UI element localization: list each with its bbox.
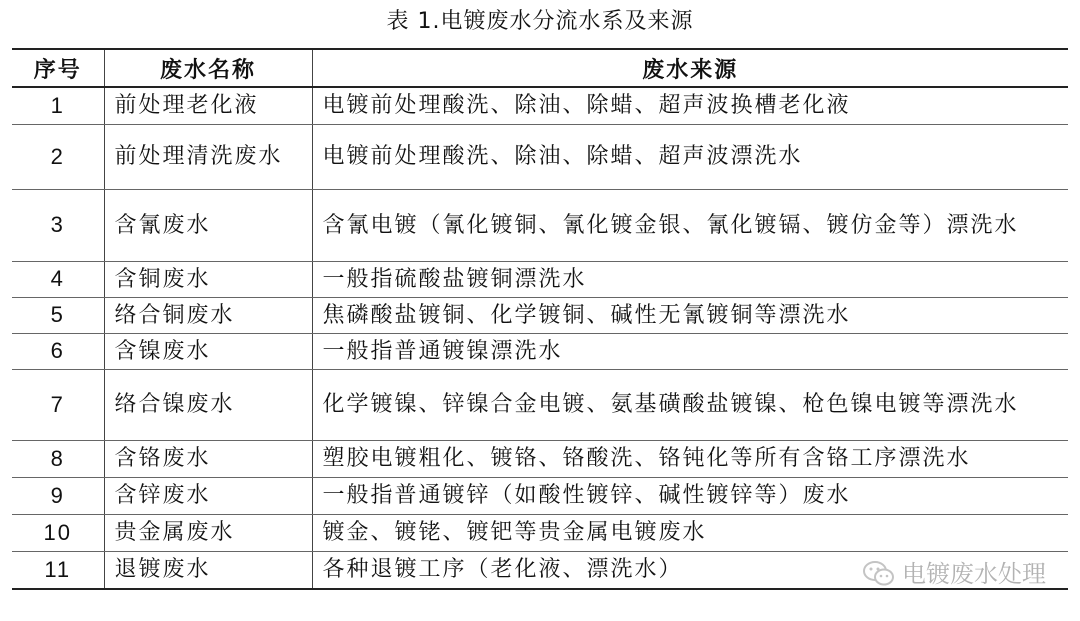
table-row xyxy=(12,440,1068,477)
table-row xyxy=(12,369,1068,440)
row-source: 电镀前处理酸洗、除油、除蜡、超声波换槽老化液 xyxy=(312,87,1068,124)
row-name: 贵金属废水 xyxy=(104,514,312,551)
row-name: 络合铜废水 xyxy=(104,297,312,333)
row-number: 11 xyxy=(12,551,104,589)
row-name: 前处理老化液 xyxy=(104,87,312,124)
row-number: 9 xyxy=(12,477,104,514)
row-name: 含氰废水 xyxy=(104,189,312,261)
wastewater-table xyxy=(12,48,1068,590)
table-row xyxy=(12,87,1068,124)
row-number: 7 xyxy=(12,369,104,440)
row-name: 含铜废水 xyxy=(104,261,312,297)
row-source: 一般指普通镀镍漂洗水 xyxy=(312,333,1068,369)
row-name: 络合镍废水 xyxy=(104,369,312,440)
row-number: 4 xyxy=(12,261,104,297)
row-source: 塑胶电镀粗化、镀铬、铬酸洗、铬钝化等所有含铬工序漂洗水 xyxy=(312,440,1068,477)
row-name: 退镀废水 xyxy=(104,551,312,589)
table-row xyxy=(12,297,1068,333)
watermark-text: 电镀废水处理 xyxy=(902,560,1046,588)
watermark xyxy=(862,558,1046,590)
table-row xyxy=(12,124,1068,189)
row-source: 焦磷酸盐镀铜、化学镀铜、碱性无氰镀铜等漂洗水 xyxy=(312,297,1068,333)
row-number: 2 xyxy=(12,124,104,189)
table-row xyxy=(12,333,1068,369)
row-name: 含锌废水 xyxy=(104,477,312,514)
header-wastewater-name: 废水名称 xyxy=(104,49,312,87)
row-number: 8 xyxy=(12,440,104,477)
row-source: 各种退镀工序（老化液、漂洗水） xyxy=(312,551,1068,589)
row-name: 含铬废水 xyxy=(104,440,312,477)
table-header-row xyxy=(12,49,1068,87)
row-number: 10 xyxy=(12,514,104,551)
table-row xyxy=(12,477,1068,514)
table-row xyxy=(12,261,1068,297)
row-source: 一般指硫酸盐镀铜漂洗水 xyxy=(312,261,1068,297)
row-source: 镀金、镀铑、镀钯等贵金属电镀废水 xyxy=(312,514,1068,551)
row-source: 电镀前处理酸洗、除油、除蜡、超声波漂洗水 xyxy=(312,124,1068,189)
table-caption: 表 1.电镀废水分流水系及来源 xyxy=(386,9,694,34)
row-number: 3 xyxy=(12,189,104,261)
row-source: 一般指普通镀锌（如酸性镀锌、碱性镀锌等）废水 xyxy=(312,477,1068,514)
table-row xyxy=(12,189,1068,261)
row-source: 含氰电镀（氰化镀铜、氰化镀金银、氰化镀镉、镀仿金等）漂洗水 xyxy=(312,189,1068,261)
header-wastewater-source: 废水来源 xyxy=(312,49,1068,87)
row-name: 含镍废水 xyxy=(104,333,312,369)
wechat-icon xyxy=(862,560,896,588)
row-source: 化学镀镍、锌镍合金电镀、氨基磺酸盐镀镍、枪色镍电镀等漂洗水 xyxy=(312,369,1068,440)
row-number: 5 xyxy=(12,297,104,333)
table-row xyxy=(12,514,1068,551)
row-number: 6 xyxy=(12,333,104,369)
header-serial-no: 序号 xyxy=(12,49,104,87)
row-name: 前处理清洗废水 xyxy=(104,124,312,189)
row-number: 1 xyxy=(12,87,104,124)
